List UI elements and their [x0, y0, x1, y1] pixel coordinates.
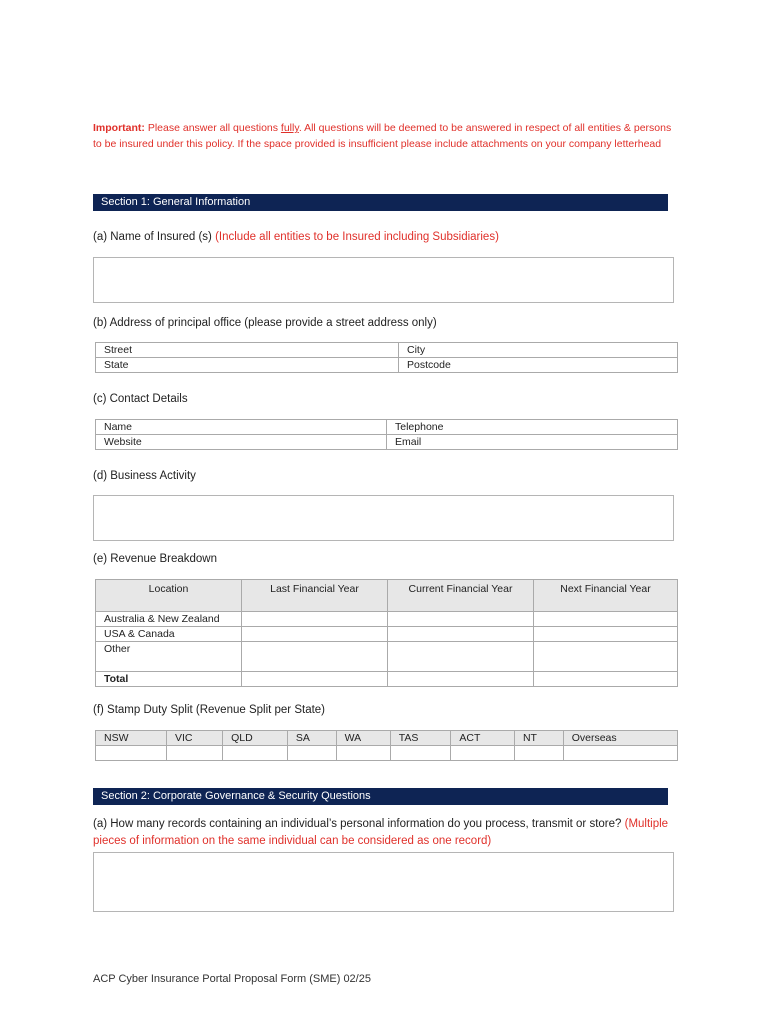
insured-name-field[interactable]	[93, 257, 674, 303]
revenue-cell[interactable]	[242, 642, 388, 672]
state-header: Overseas	[563, 731, 677, 746]
website-field[interactable]: Website	[96, 435, 387, 450]
question-2a-label: (a) How many records containing an individual’s personal information do you process, transmit or store?	[93, 818, 625, 830]
revenue-cell[interactable]	[388, 627, 534, 642]
question-1d-label: (d) Business Activity	[93, 470, 196, 482]
revenue-cell[interactable]	[534, 627, 678, 642]
important-label: Important:	[93, 122, 145, 134]
revenue-cell[interactable]	[534, 642, 678, 672]
notice-text-2: . All questions will be deemed to be answered in respect of all entities & persons to be insured under this policy. If the space provided is insufficient please include attachments on your company letterhead	[93, 122, 672, 150]
important-notice	[93, 121, 673, 152]
section-2-header: Section 2: Corporate Governance & Security Questions	[93, 788, 668, 805]
revenue-header-current-year: Current Financial Year	[388, 580, 534, 612]
question-1f-label: (f) Stamp Duty Split (Revenue Split per State)	[93, 704, 326, 716]
revenue-row-label: USA & Canada	[96, 627, 242, 642]
notice-text-1: Please answer all questions	[144, 122, 281, 134]
city-field[interactable]: City	[399, 343, 678, 358]
page-footer: ACP Cyber Insurance Portal Proposal Form (SME) 02/25	[93, 973, 371, 985]
revenue-total-cell[interactable]	[388, 672, 534, 687]
state-header: ACT	[451, 731, 515, 746]
revenue-row-label: Australia & New Zealand	[96, 612, 242, 627]
question-1b-label: (b) Address of principal office (please provide a street address only)	[93, 317, 437, 329]
state-header: VIC	[166, 731, 222, 746]
email-field[interactable]: Email	[387, 435, 678, 450]
stamp-duty-table	[95, 730, 678, 761]
revenue-cell[interactable]	[242, 612, 388, 627]
revenue-header-location: Location	[96, 580, 242, 612]
question-1a-label: (a) Name of Insured (s)	[93, 231, 216, 243]
telephone-field[interactable]: Telephone	[387, 420, 678, 435]
stamp-cell[interactable]	[287, 746, 336, 761]
stamp-cell[interactable]	[223, 746, 288, 761]
revenue-total-cell[interactable]	[242, 672, 388, 687]
revenue-cell[interactable]	[388, 642, 534, 672]
revenue-header-last-year: Last Financial Year	[242, 580, 388, 612]
stamp-cell[interactable]	[563, 746, 677, 761]
revenue-table	[95, 579, 678, 687]
section-1-header: Section 1: General Information	[93, 194, 668, 211]
revenue-cell[interactable]	[534, 612, 678, 627]
business-activity-field[interactable]	[93, 495, 674, 541]
postcode-field[interactable]: Postcode	[399, 358, 678, 373]
revenue-total-cell[interactable]	[534, 672, 678, 687]
revenue-row-label: Other	[96, 642, 242, 672]
question-2a	[93, 816, 673, 850]
state-field[interactable]: State	[96, 358, 399, 373]
revenue-cell[interactable]	[388, 612, 534, 627]
address-table	[95, 342, 678, 373]
state-header: WA	[336, 731, 390, 746]
stamp-cell[interactable]	[96, 746, 167, 761]
state-header: TAS	[390, 731, 451, 746]
question-1e-label: (e) Revenue Breakdown	[93, 553, 218, 565]
street-field[interactable]: Street	[96, 343, 399, 358]
state-header: NT	[514, 731, 563, 746]
revenue-header-next-year: Next Financial Year	[534, 580, 678, 612]
question-1c-label: (c) Contact Details	[93, 393, 188, 405]
state-header: NSW	[96, 731, 167, 746]
question-2a-note: (Multiple pieces of information on the same individual can be considered as one record)	[93, 818, 669, 847]
stamp-cell[interactable]	[336, 746, 390, 761]
records-count-field[interactable]	[93, 852, 674, 912]
contact-table	[95, 419, 678, 450]
question-1a	[93, 231, 499, 243]
name-field[interactable]: Name	[96, 420, 387, 435]
stamp-cell[interactable]	[451, 746, 515, 761]
state-header: QLD	[223, 731, 288, 746]
question-1a-note: (Include all entities to be Insured including Subsidiaries)	[215, 231, 499, 243]
revenue-total-label: Total	[96, 672, 242, 687]
stamp-cell[interactable]	[390, 746, 451, 761]
revenue-cell[interactable]	[242, 627, 388, 642]
stamp-cell[interactable]	[166, 746, 222, 761]
state-header: SA	[287, 731, 336, 746]
notice-underlined: fully	[280, 122, 299, 134]
stamp-cell[interactable]	[514, 746, 563, 761]
